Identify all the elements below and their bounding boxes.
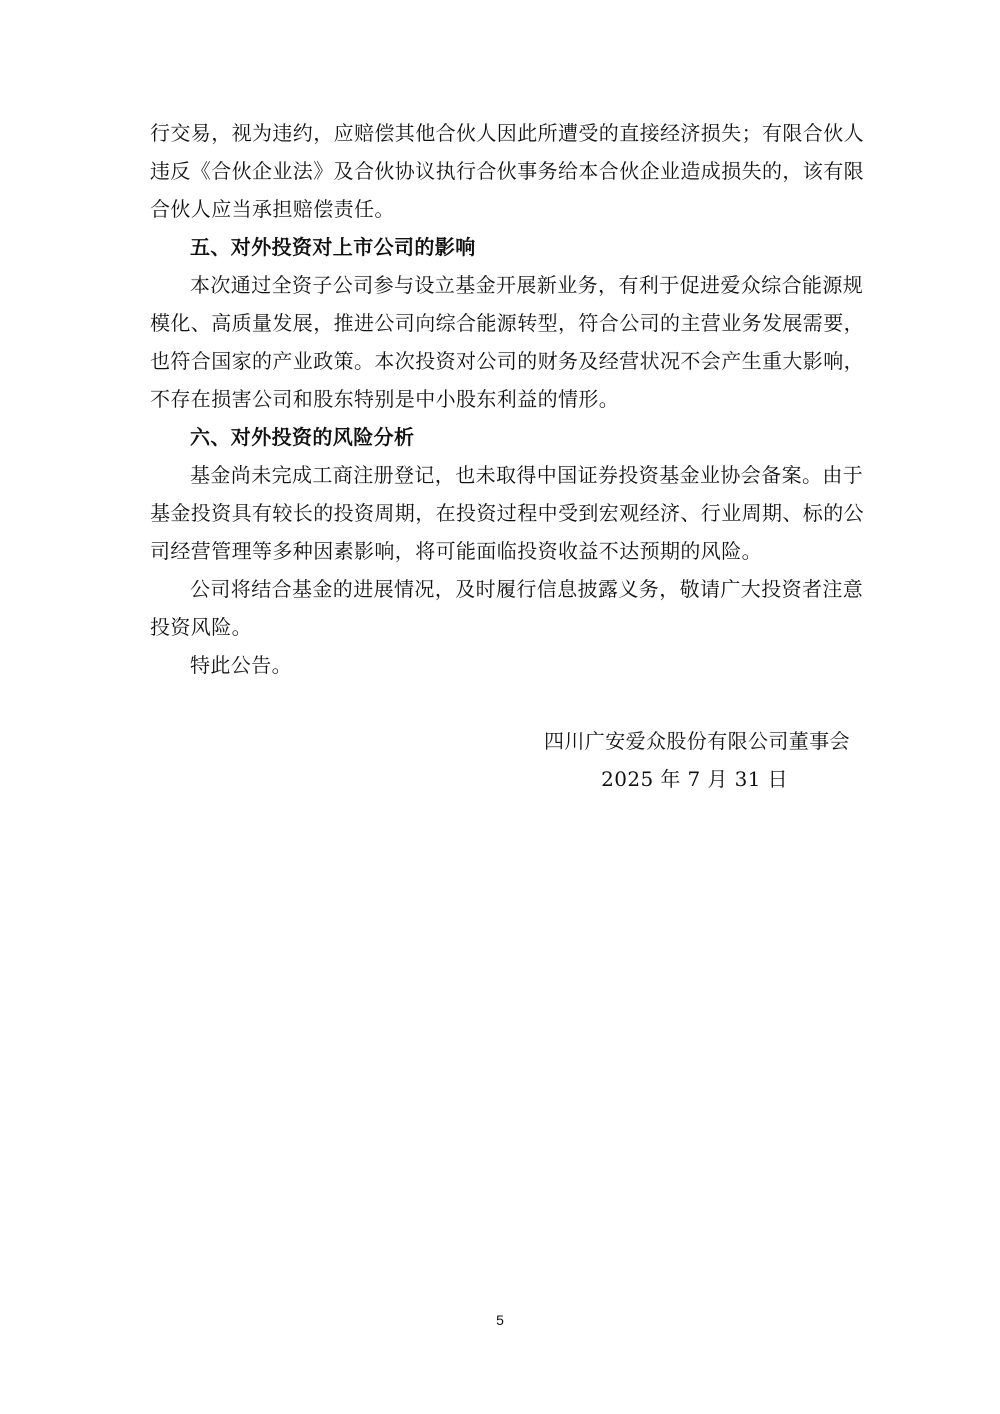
text-line: 也符合国家的产业政策。本次投资对公司的财务及经营状况不会产生重大影响， — [150, 349, 864, 373]
text-line: 违反《合伙企业法》及合伙协议执行合伙事务给本合伙企业造成损失的，该有限 — [150, 159, 864, 183]
text-line: 本次通过全资子公司参与设立基金开展新业务，有利于促进爱众综合能源规 — [190, 273, 864, 297]
text-line: 基金尚未完成工商注册登记，也未取得中国证券投资基金业协会备案。由于 — [190, 463, 864, 487]
document-body — [150, 114, 864, 798]
paragraph-continuation — [150, 114, 864, 228]
text-line: 基金投资具有较长的投资周期，在投资过程中受到宏观经济、行业周期、标的公 — [150, 501, 864, 525]
text-line: 公司将结合基金的进展情况，及时履行信息披露义务，敬请广大投资者注意 — [190, 577, 864, 601]
section-heading-impact: 五、对外投资对上市公司的影响 — [190, 235, 476, 259]
text-line: 司经营管理等多种因素影响，将可能面临投资收益不达预期的风险。 — [150, 539, 762, 563]
text-line: 行交易，视为违约，应赔偿其他合伙人因此所遭受的直接经济损失；有限合伙人 — [150, 121, 864, 145]
text-line: 模化、高质量发展，推进公司向综合能源转型，符合公司的主营业务发展需要， — [150, 311, 864, 335]
page-number: 5 — [496, 1312, 504, 1328]
spacer — [150, 684, 850, 722]
text-line: 合伙人应当承担赔偿责任。 — [150, 197, 395, 221]
paragraph-risk — [150, 456, 864, 570]
paragraph-disclosure — [150, 570, 864, 646]
closing-statement: 特此公告。 — [190, 653, 292, 677]
signature-company: 四川广安爱众股份有限公司董事会 — [544, 729, 850, 753]
paragraph-impact — [150, 266, 864, 418]
text-line: 不存在损害公司和股东特别是中小股东利益的情形。 — [150, 387, 620, 411]
text-line: 投资风险。 — [150, 615, 252, 639]
signature-date: 2025 年 7 月 31 日 — [601, 767, 788, 791]
section-heading-risk: 六、对外投资的风险分析 — [190, 425, 415, 449]
